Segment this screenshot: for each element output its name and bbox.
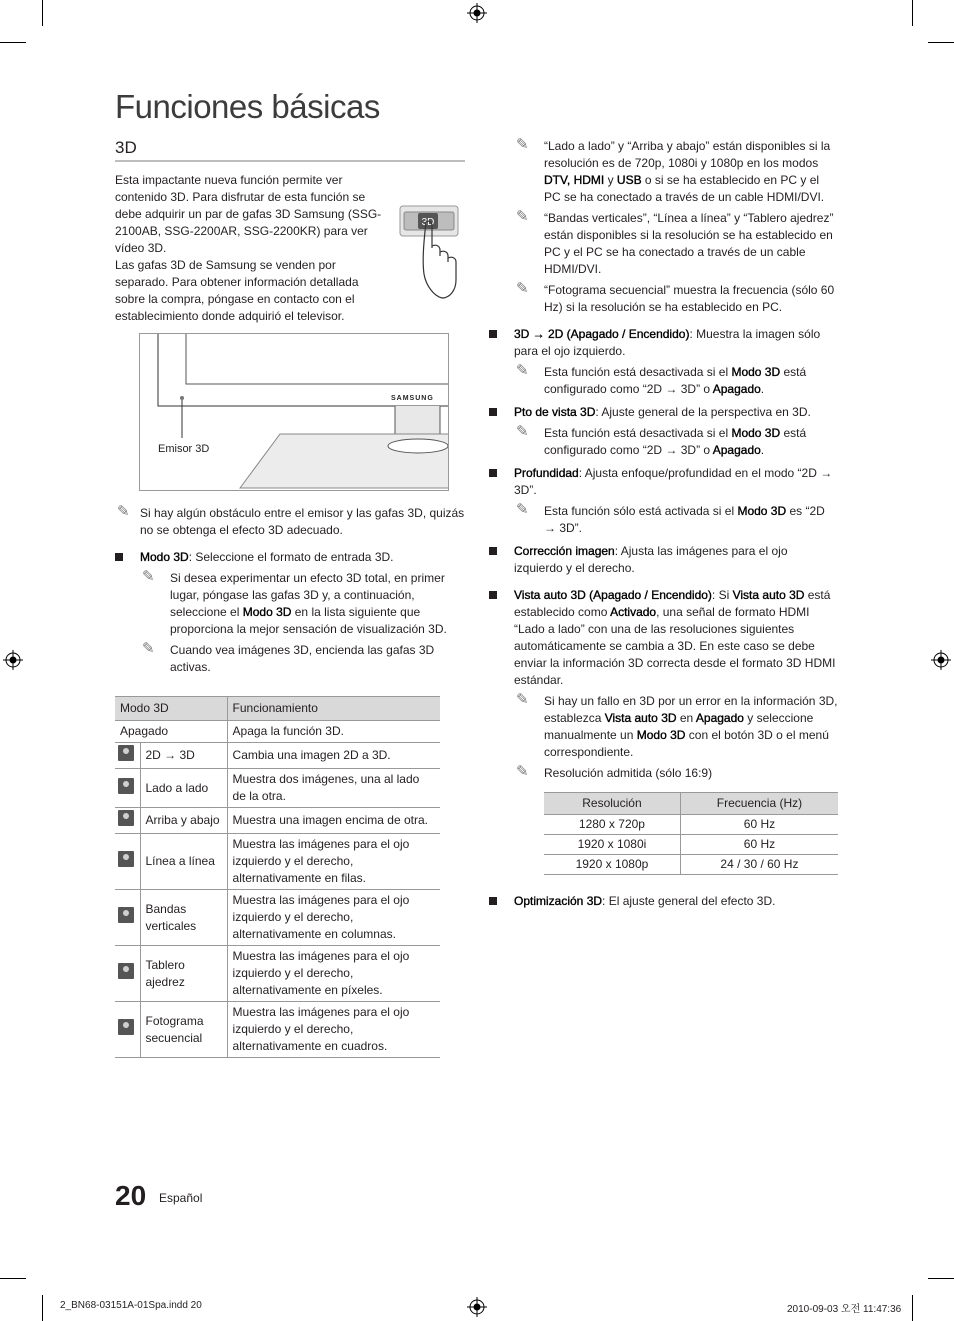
3d-button-hand-icon: [398, 200, 464, 302]
intro-paragraph: Esta impactante nueva función permite ver contenido 3D. Para disfrutar de esta función se debe adquirir un par de gafas 3D Samsung (SSG-2100AB, SSG-2200AR, SSG-2200KR) para ver vídeo 3D.: [115, 173, 382, 255]
table-row: 2D → 3D Cambia una imagen 2D a 3D.: [115, 743, 440, 769]
bullet-item: Profundidad: Ajusta enfoque/profundidad en el modo “2D → 3D”. ✎ Esta función sólo está activada si el Modo 3D es “2D → 3D”.: [489, 465, 839, 537]
crop-mark: [928, 1278, 954, 1279]
bullet-item: Pto de vista 3D: Ajuste general de la perspectiva en 3D. ✎ Esta función está desactivada si el Modo 3D está configurado como “2D → 3D” o Apagado.: [489, 404, 839, 459]
pencil-note-icon: ✎: [516, 423, 529, 440]
table-header: Frecuencia (Hz): [680, 793, 838, 815]
bullet-item: Optimización 3D: El ajuste general del efecto 3D.: [489, 893, 839, 910]
registration-mark-icon: [467, 1297, 487, 1317]
table-row: Tablero ajedrez Muestra las imágenes para el ojo izquierdo y el derecho, alternativamente en píxeles.: [115, 946, 440, 1002]
pencil-note-icon: ✎: [516, 280, 529, 297]
bullet-item: Corrección imagen: Ajusta las imágenes para el ojo izquierdo y el derecho.: [489, 543, 839, 577]
tv-figure: [139, 333, 449, 491]
tv-illustration: [140, 334, 449, 491]
emitter-label: Emisor 3D: [158, 443, 210, 455]
top-bottom-icon: [118, 810, 134, 826]
table-row: Arriba y abajo Muestra una imagen encima de otra.: [115, 808, 440, 834]
frame-sequence-icon: [118, 1019, 134, 1035]
left-column: [115, 138, 465, 1058]
resolution-table: [544, 792, 838, 875]
bullet-item: Vista auto 3D (Apagado / Encendido): Si Vista auto 3D está establecido como Activado, una señal de formato HDMI “Lado a lado” con una de las resoluciones siguientes automáticamente se cambia a 3D. En este caso se debe enviar la información 3D correcta desde el formato 3D HDMI estándar. ✎ Si hay un fallo en 3D por un error en la información 3D, establezca Vista auto 3D en Apagado y seleccione manualmente un Modo 3D con el botón 3D o el menú correspondiente. ✎ Resolución admitida (sólo 16:9): [489, 587, 839, 782]
note: ✎ “Lado a lado” y “Arriba y abajo” están disponibles si la resolución es de 720p, 1080i y 1080p en los modos DTV, HDMI y USB o si se ha establecido en PC y el PC se ha conectado a través de un cable HDMI/DVI.: [516, 136, 831, 204]
pencil-note-icon: ✎: [516, 136, 529, 153]
registration-mark-icon: [3, 650, 23, 670]
note: ✎ Esta función sólo está activada si el Modo 3D es “2D → 3D”.: [516, 501, 825, 535]
table-header: Modo 3D: [115, 697, 227, 721]
table-row: 1280 x 720p 60 Hz: [544, 815, 838, 835]
table-row: Bandas verticales Muestra las imágenes para el ojo izquierdo y el derecho, alternativamente en columnas.: [115, 890, 440, 946]
right-column: [489, 136, 839, 910]
pencil-note-icon: ✎: [142, 568, 155, 585]
crop-mark: [912, 1295, 913, 1321]
table-header: Funcionamiento: [227, 697, 440, 721]
crop-mark: [912, 0, 913, 26]
pencil-note-icon: ✎: [117, 503, 130, 520]
note: ✎ Esta función está desactivada si el Modo 3D está configurado como “2D → 3D” o Apagado.: [516, 423, 807, 457]
note: ✎ Resolución admitida (sólo 16:9): [516, 763, 713, 780]
intro-paragraph: Las gafas 3D de Samsung se venden por separado. Para obtener información detallada sobre la compra, póngase en contacto con el establecimiento donde adquirió el televisor.: [115, 258, 359, 323]
bullet-item: Modo 3D: Seleccione el formato de entrada 3D. ✎ Si desea experimentar un efecto 3D total, en primer lugar, póngase las gafas 3D y, a continuación, seleccione el Modo 3D en la lista siguiente que proporciona la mejor sensación de visualización 3D. ✎ Cuando vea imágenes 3D, encienda las gafas 3D activas.: [115, 549, 465, 676]
pencil-note-icon: ✎: [516, 763, 529, 780]
page-language: Español: [159, 1191, 203, 1205]
side-by-side-icon: [118, 778, 134, 794]
crop-mark: [0, 42, 26, 43]
page-number: 20: [115, 1180, 147, 1211]
bullet-square-icon: [489, 547, 497, 555]
table-row: Lado a lado Muestra dos imágenes, una al lado de la otra.: [115, 769, 440, 808]
3d-button-label: 3D: [421, 217, 435, 228]
checker-board-icon: [118, 963, 134, 979]
pencil-note-icon: ✎: [516, 691, 529, 708]
bullet-square-icon: [489, 591, 497, 599]
note: ✎ Si hay un fallo en 3D por un error en la información 3D, establezca Vista auto 3D en Apagado y seleccione manualmente un Modo 3D con el botón 3D o el menú correspondiente.: [516, 691, 838, 759]
intro: [115, 172, 465, 325]
note: ✎ Esta función está desactivada si el Modo 3D está configurado como “2D → 3D” o Apagado.: [516, 362, 807, 396]
note: ✎ Cuando vea imágenes 3D, encienda las gafas 3D activas.: [142, 640, 435, 674]
bullet-square-icon: [489, 897, 497, 905]
note: ✎ Si hay algún obstáculo entre el emisor y las gafas 3D, quizás no se obtenga el efecto 3D adecuado.: [117, 503, 465, 537]
table-row: Apagado Apaga la función 3D.: [115, 721, 440, 743]
tv-brand: SAMSUNG: [391, 395, 434, 402]
table-row: 1920 x 1080i 60 Hz: [544, 835, 838, 855]
table-row: Fotograma secuencial Muestra las imágenes para el ojo izquierdo y el derecho, alternativamente en cuadros.: [115, 1002, 440, 1058]
bullet-square-icon: [489, 408, 497, 416]
crop-mark: [42, 0, 43, 26]
bullet-item: 3D → 2D (Apagado / Encendido): Muestra la imagen sólo para el ojo izquierdo. ✎ Esta función está desactivada si el Modo 3D está configurado como “2D → 3D” o Apagado.: [489, 326, 839, 398]
crop-mark: [0, 1278, 26, 1279]
bullet-square-icon: [115, 553, 123, 561]
registration-mark-icon: [931, 650, 951, 670]
pencil-note-icon: ✎: [142, 640, 155, 657]
slug-date: 2010-09-03 오전 11:47:36: [787, 1304, 902, 1315]
line-by-line-icon: [118, 851, 134, 867]
pencil-note-icon: ✎: [516, 208, 529, 225]
registration-mark-icon: [467, 3, 487, 23]
vertical-stripe-icon: [118, 907, 134, 923]
section-title: 3D: [115, 138, 465, 162]
table-row: Línea a línea Muestra las imágenes para el ojo izquierdo y el derecho, alternativamente en filas.: [115, 834, 440, 890]
crop-mark: [928, 42, 954, 43]
note: ✎ Si desea experimentar un efecto 3D total, en primer lugar, póngase las gafas 3D y, a continuación, seleccione el Modo 3D en la lista siguiente que proporciona la mejor sensación de visualización 3D.: [142, 568, 447, 636]
page-title: Funciones básicas: [115, 88, 380, 125]
note: ✎ “Fotograma secuencial” muestra la frecuencia (sólo 60 Hz) si la resolución se ha establecido en PC.: [516, 280, 835, 314]
table-header: Resolución: [544, 793, 680, 815]
table-row: 1920 x 1080p 24 / 30 / 60 Hz: [544, 855, 838, 875]
pencil-note-icon: ✎: [516, 501, 529, 518]
bullet-square-icon: [489, 469, 497, 477]
2d-to-3d-icon: [118, 745, 134, 761]
mode-table: [115, 696, 440, 1058]
pencil-note-icon: ✎: [516, 362, 529, 379]
slug-file: 2_BN68-03151A-01Spa.indd 20: [60, 1300, 202, 1311]
crop-mark: [42, 1295, 43, 1321]
note: ✎ “Bandas verticales”, “Línea a línea” y “Tablero ajedrez” están disponibles si la resolución se ha establecido en PC y el PC se ha conectado a través de un cable HDMI/DVI.: [516, 208, 834, 276]
bullet-square-icon: [489, 330, 497, 338]
